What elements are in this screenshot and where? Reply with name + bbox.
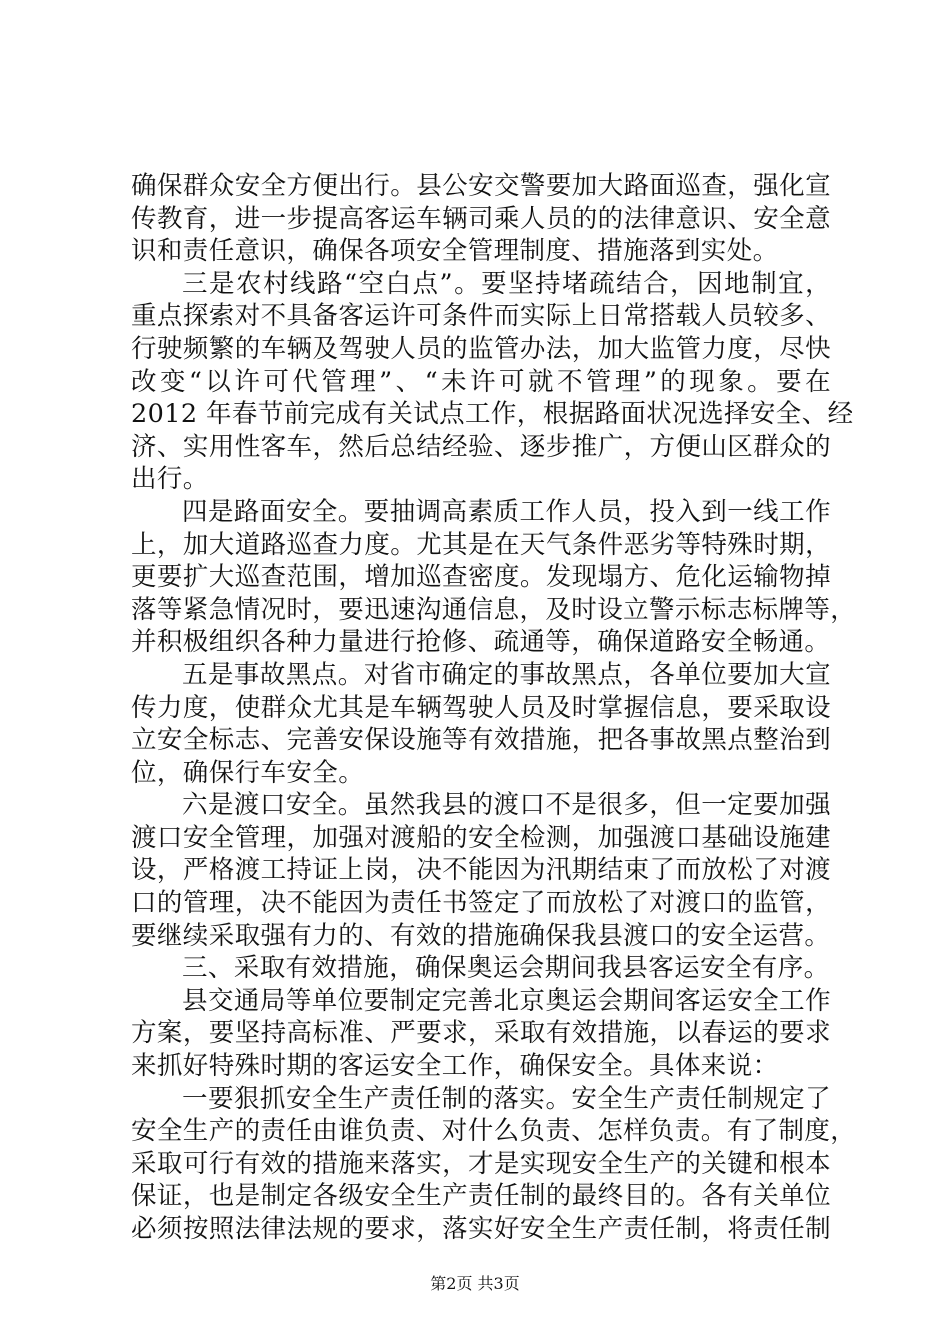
text-line: 落等紧急情况时，要迅速沟通信息，及时设立警示标志标牌等，: [131, 594, 857, 625]
text-line: 2012 年春节前完成有关试点工作，根据路面状况选择安全、经: [131, 399, 854, 430]
text-line: 安全生产的责任由谁负责、对什么负责、怎样负责。有了制度，: [131, 1116, 857, 1147]
text-line: 口的管理，决不能因为责任书签定了而放松了对渡口的监管，: [131, 888, 831, 919]
text-line: 济、实用性客车，然后总结经验、逐步推广，方便山区群众的: [131, 431, 831, 462]
text-line: 重点探索对不具备客运许可条件而实际上日常搭载人员较多、: [131, 301, 831, 332]
paragraph-first-line: 三是农村线路“空白点”。要坚持堵疏结合，因地制宜，: [182, 268, 831, 299]
document-body: [131, 170, 857, 1246]
text-line: 识和责任意识，确保各项安全管理制度、措施落到实处。: [131, 236, 779, 267]
text-line: 保证，也是制定各级安全生产责任制的最终目的。各有关单位: [131, 1181, 831, 1212]
text-line: 方案，要坚持高标准、严要求，采取有效措施，以春运的要求: [131, 1018, 831, 1049]
text-line: 采取可行有效的措施来落实，才是实现安全生产的关键和根本: [131, 1148, 831, 1179]
text-line: 更要扩大巡查范围，增加巡查密度。发现塌方、危化运输物掉: [131, 562, 831, 593]
text-line: 立安全标志、完善安保设施等有效措施，把各事故黑点整治到: [131, 725, 831, 756]
text-line: 并积极组织各种力量进行抢修、疏通等，确保道路安全畅通。: [131, 627, 831, 658]
text-line: 要继续采取强有力的、有效的措施确保我县渡口的安全运营。: [131, 920, 831, 951]
text-line: 改变“以许可代管理”、“未许可就不管理”的现象。要在: [131, 366, 831, 397]
text-line: 出行。: [131, 464, 209, 495]
page-footer: 第2页 共3页: [430, 1274, 520, 1293]
text-line: 传力度，使群众尤其是车辆驾驶人员及时掌握信息，要采取设: [131, 692, 831, 723]
text-line: 渡口安全管理，加强对渡船的安全检测，加强渡口基础设施建: [131, 822, 831, 853]
paragraph-first-line: 四是路面安全。要抽调高素质工作人员，投入到一线工作: [182, 496, 831, 527]
text-line: 必须按照法律法规的要求，落实好安全生产责任制，将责任制: [131, 1214, 831, 1244]
text-line: 上，加大道路巡查力度。尤其是在天气条件恶劣等特殊时期，: [131, 529, 831, 560]
paragraph-first-line: 县交通局等单位要制定完善北京奥运会期间客运安全工作: [182, 985, 831, 1016]
text-line: 来抓好特殊时期的客运安全工作，确保安全。具体来说：: [131, 1051, 779, 1082]
text-line: 行驶频繁的车辆及驾驶人员的监管办法，加大监管力度，尽快: [131, 333, 831, 364]
paragraph-first-line: 六是渡口安全。虽然我县的渡口不是很多，但一定要加强: [182, 790, 831, 821]
text-line: 传教育，进一步提高客运车辆司乘人员的的法律意识、安全意: [131, 203, 831, 234]
text-line: 确保群众安全方便出行。县公安交警要加大路面巡查，强化宣: [131, 171, 831, 201]
paragraph-first-line: 五是事故黑点。对省市确定的事故黑点，各单位要加大宣: [182, 659, 831, 690]
text-line: 位，确保行车安全。: [131, 757, 365, 788]
section-heading: 三、采取有效措施，确保奥运会期间我县客运安全有序。: [182, 953, 830, 984]
text-line: 设，严格渡工持证上岗，决不能因为汛期结束了而放松了对渡: [131, 855, 831, 886]
paragraph-first-line: 一要狠抓安全生产责任制的落实。安全生产责任制规定了: [182, 1083, 831, 1114]
